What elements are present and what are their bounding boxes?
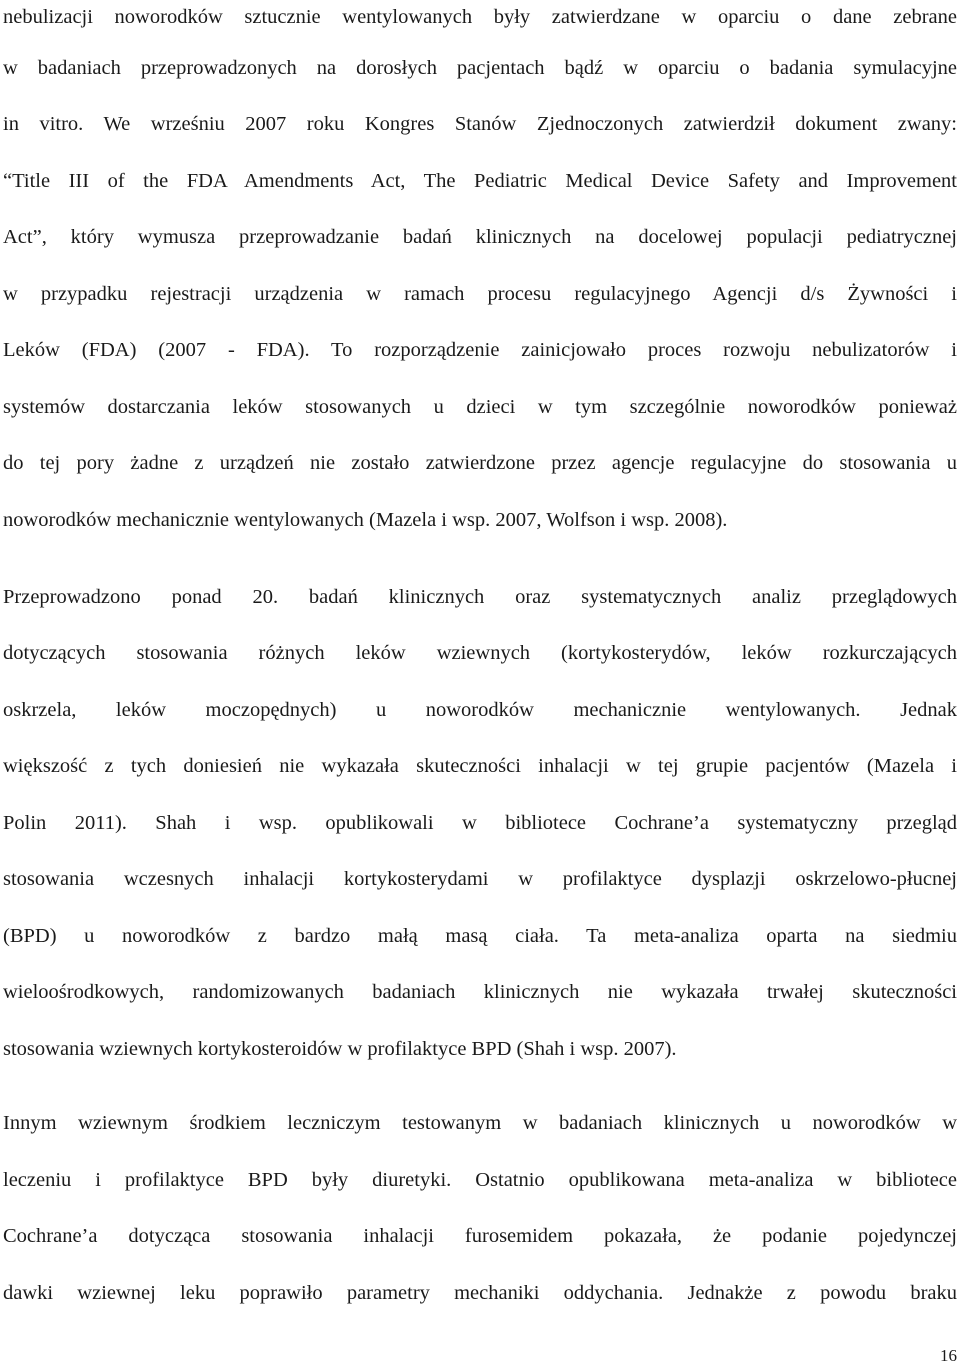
- text-line: dotyczących stosowania różnych leków wziewnych (kortykosterydów, leków rozkurczających: [3, 642, 957, 664]
- text-line: wieloośrodkowych, randomizowanych badaniach klinicznych nie wykazała trwałej skuteczności: [3, 981, 957, 1003]
- text-line: Leków (FDA) (2007 - FDA). To rozporządzenie zainicjowało proces rozwoju nebulizatorów i: [3, 339, 957, 361]
- text-line: do tej pory żadne z urządzeń nie zostało zatwierdzone przez agencje regulacyjne do stosowania u: [3, 452, 957, 474]
- text-line: Act”, który wymusza przeprowadzanie badań klinicznych na docelowej populacji pediatrycznej: [3, 226, 957, 248]
- text-line: Cochrane’a dotycząca stosowania inhalacji furosemidem pokazała, że podanie pojedynczej: [3, 1225, 957, 1247]
- text-line: noworodków mechanicznie wentylowanych (Mazela i wsp. 2007, Wolfson i wsp. 2008).: [3, 509, 728, 531]
- text-line: leczeniu i profilaktyce BPD były diuretyki. Ostatnio opublikowana meta-analiza w bibliotece: [3, 1169, 957, 1191]
- page-number: 16: [940, 1346, 957, 1365]
- text-line: nebulizacji noworodków sztucznie wentylowanych były zatwierdzane w oparciu o dane zebrane: [3, 6, 957, 28]
- text-line: w przypadku rejestracji urządzenia w ramach procesu regulacyjnego Agencji d/s Żywności i: [3, 283, 957, 305]
- text-line: większość z tych doniesień nie wykazała skuteczności inhalacji w tej grupie pacjentów (Mazela i: [3, 755, 957, 777]
- text-line: (BPD) u noworodków z bardzo małą masą ciała. Ta meta-analiza oparta na siedmiu: [3, 925, 957, 947]
- text-line: Przeprowadzono ponad 20. badań klinicznych oraz systematycznych analiz przeglądowych: [3, 586, 957, 608]
- text-line: systemów dostarczania leków stosowanych u dzieci w tym szczególnie noworodków ponieważ: [3, 396, 957, 418]
- text-line: stosowania wczesnych inhalacji kortykosterydami w profilaktyce dysplazji oskrzelowo-płucnej: [3, 868, 957, 890]
- text-line: in vitro. We wrześniu 2007 roku Kongres Stanów Zjednoczonych zatwierdził dokument zwany:: [3, 113, 957, 135]
- text-line: oskrzela, leków moczopędnych) u noworodków mechanicznie wentylowanych. Jednak: [3, 699, 957, 721]
- text-line: stosowania wziewnych kortykosteroidów w profilaktyce BPD (Shah i wsp. 2007).: [3, 1038, 677, 1060]
- text-line: “Title III of the FDA Amendments Act, The Pediatric Medical Device Safety and Improvement: [3, 170, 957, 192]
- text-line: Polin 2011). Shah i wsp. opublikowali w bibliotece Cochrane’a systematyczny przegląd: [3, 812, 957, 834]
- text-line: dawki wziewnej leku poprawiło parametry mechaniki oddychania. Jednakże z powodu braku: [3, 1282, 957, 1304]
- text-line: Innym wziewnym środkiem leczniczym testowanym w badaniach klinicznych u noworodków w: [3, 1112, 957, 1134]
- text-line: w badaniach przeprowadzonych na dorosłych pacjentach bądź w oparciu o badania symulacyjne: [3, 57, 957, 79]
